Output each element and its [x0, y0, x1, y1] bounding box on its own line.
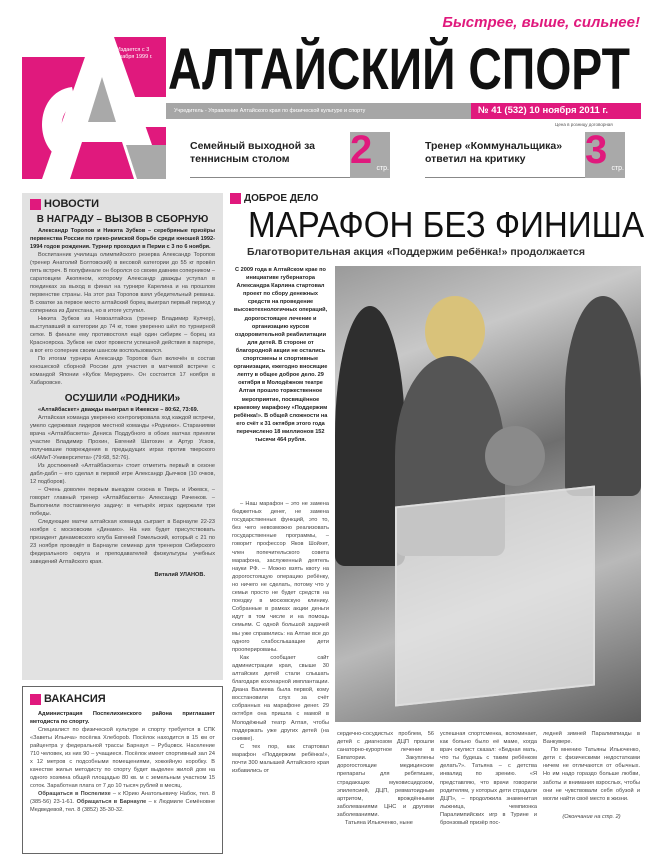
headline: МАРАФОН БЕЗ ФИНИША: [248, 204, 645, 245]
paragraph: ледней зимней Паралимпиады в Ванкувере.: [543, 731, 640, 746]
paragraph: Воспитанник училища олимпийского резерва Александр Торопов (тренер Анатолий Болтовский) в весовой категории до 55 кг провёл пять встреч. В полуфинале он боролся со своим давним соперником – саратовцем Акопяном, которому Александр дважды уступал в поединках за выход в финал на турнире Карелина и на прошлом первенстве страны. На этот раз Торопов взял убедительный реванш. В схватке за первое место алтайский борец выиграл первый период у соперника из Дагестана, но в итоге уступил.: [30, 252, 215, 314]
text-column-1: [232, 500, 329, 775]
text-column-2: [337, 730, 434, 827]
vacancy-box: [22, 686, 223, 854]
page-box: [585, 128, 625, 178]
text-column-3: [440, 730, 537, 827]
paragraph: Никита Зубков из Новоалтайска (тренер Владимир Кулчер), выступавший в категории до 74 кг, тоже уверенно шёл по турнирной сетке. В финале ему противостоял ещё один сибиряк – борец из Красноярска. Зубков не смог провести успешной действия в партере, а вот его соперник своим шансом воспользовался.: [30, 316, 215, 354]
continued-note: (Окончание на стр. 2): [562, 813, 621, 820]
page-suffix: стр.: [376, 165, 389, 172]
main-section-label: [230, 193, 318, 204]
teaser-text: Тренер «Коммунальщика» ответил на критику: [425, 140, 563, 165]
paragraph: Алтайская команда уверенно контролировала ход каждой встречи, умело сдерживая лидеров местной команды «Родники». Стараниями врача «Алтайбаскета» Дениса Поддубного в обоих матчах приняли участие Владимир Прохин, Евгений Шатохин и Артур Усков, получившие повреждения в предыдущих играх против тверского «КАМиТ-Университета» (79:68, 52:76).: [30, 415, 215, 461]
paragraph: Специалист по физической культуре и спорту требуется в СПК «Заветы Ильича» посёлка Хлеборob. Посёлок находится в 15 км от райцентра у федеральной трассы Барнаул – Рубцовск. Население 710 человек, из них 90 – учащиеся. Посёлок имеет спортивный зал 24 х 12 метров с подсобными помещениями, хоккейную коробку. В качестве жилья методисту по спорту будет выделен жилой дом на одного хозяина общей площадью 80 кв. м с земельным участком 15 соток. Заработная плата от 7 до 10 тысяч рублей в месяц.: [30, 727, 215, 789]
page-box: [350, 128, 390, 178]
page-number: 2: [350, 128, 373, 172]
page-number: 3: [585, 128, 608, 172]
section-title: НОВОСТИ: [44, 198, 100, 210]
paragraph: «Алтайбаскет» дважды выиграл в Ижевске – 80:62, 73:69.: [38, 407, 199, 413]
author: Виталий УЛАНОВ.: [154, 572, 205, 578]
section-marker-icon: [230, 193, 241, 204]
paragraph: – Наш марафон – это не замена бюджетных денег, не замена государственных функций, это то, без чего невозможно реализовать государственные программы, – говорит профессор Яков Шойхет, член попечительского совета марафона, заслуженный деятель науки РФ. – Можно взять квоту на дорогостоящую операцию ребёнку, но ничего не сделать, потому что у семьи просто не будет средств на поездку в московскую клинику. Собранные в рамках акции деньги идут в том числе и на помощь семьям. С одной большой задачей мы уже справились: на Алтае все до одного слабослышащие дети прооперированы.: [232, 501, 329, 653]
since-note: Издается с 3 декабря 1999 г.: [113, 47, 153, 60]
newspaper-title: АЛТАЙСКИЙ СПОРТ: [168, 37, 630, 102]
subtitle: Благотворительная акция «Поддержим ребёнка!» продолжается: [247, 246, 585, 258]
section-marker-icon: [30, 199, 41, 210]
article-title: В НАГРАДУ – ВЫЗОВ В СБОРНУЮ: [36, 214, 209, 225]
section-title: ВАКАНСИЯ: [44, 693, 106, 705]
paragraph: Татьяна Ильюченко, ныне: [345, 820, 413, 827]
paragraph: – Очень доволен первым выездом сезона в Тверь и Ижевск, – говорит главный тренер «Алтайбаскета» Александр Раченков. – Выполнили поставленную задачу: в четырёх играх одержали три победы.: [30, 487, 215, 517]
section-marker-icon: [30, 694, 41, 705]
lead-paragraph: С 2009 года в Алтайском крае по инициативе губернатора Александра Карлина стартовал проект по сбору денежных средств на проведение высокотехнологичных операций, дорогостоящее лечение и организацию курсов оздоровительной реабилитации для детей. В стороне от благородной акции не остались спортсмены и спортивные организации, ежегодно вносящие лепту в общее доброе дело. 29 октября в Молодёжном театре Алтая прошло торжественное мероприятие, посвящённое краевому марафону «Поддержим ребёнка!». В общей сложности на его счёт к 31 октября этого года перечислено 18 миллионов 152 тысячи 464 рубля.: [233, 267, 328, 443]
contacts: [30, 790, 215, 814]
teaser-page-2[interactable]: [190, 128, 390, 178]
paragraph: Следующие матчи алтайская команда сыграет в Барнауле 22-23 ноября с московским «Динамо». На них будет присутствовать президент динамовского клуба Евгений Гомельский, который с 21 по 23 ноября проведёт в Барнауле семинар для тренеров Сибирского федерального округа и преподавателей физкультуры учебных заведений Алтайского края.: [30, 519, 215, 565]
paragraph: Из достижений «Алтайбаскета» стоит отметить первый в сезоне дабл-дабл – его сделал в первой игре Александр Дьячков (10 очков, 12 подборов).: [30, 463, 215, 485]
paragraph: С тех пор, как стартовал марафон «Поддержим ребёнка!», почти 300 малышей Алтайского края избавились от: [232, 743, 329, 775]
news-section-label: [30, 198, 215, 210]
issue-number: № 41 (532) 10 ноября 2011 г.: [471, 103, 641, 119]
teaser-page-3[interactable]: [425, 128, 625, 178]
text-column-4: [543, 730, 640, 821]
vacancy-section-label: [30, 693, 215, 705]
teaser-text: Семейный выходной за теннисным столом: [190, 140, 316, 165]
contact-text: – к Юрию Анатольевичу Набок, тел. 8 (385-56) 23-1-61.: [30, 791, 215, 805]
price-note: Цена в розницу договорная: [555, 122, 613, 127]
contact-label: Обращаться в Барнауле: [76, 799, 147, 805]
article-photo: [335, 266, 641, 722]
slogan: Быстрее, выше, сильнее!: [442, 14, 640, 31]
paragraph: Администрация Поспелихинского района приглашает методиста по спорту.: [30, 711, 215, 725]
contact-label: Обращаться в Поспелихе: [38, 791, 111, 797]
news-column: [22, 193, 223, 680]
paragraph: Как сообщает сайт администрации края, свыше 30 алтайских детей стали слышать благодаря кохлеарной имплантации. Диана Валиева была первой, кому восстановили слух за счёт собранных на марафоне денег. 29 октября она пришла с мамой в Молодёжный театр Алтая, чтобы поддержать уже других детей (на снимке).: [232, 654, 329, 742]
page-suffix: стр.: [611, 165, 624, 172]
paragraph: сердечно-сосудистых проблем, 56 детей с диагнозом ДЦП прошли санаторно-курортное лечение в Евпатории. Закуплены дорогостоящие медицинские препараты для ребятишек, страдающих муковисцидозом, эпилепсией, ДЦП, ревматоидным артритом, врождёнными заболеваниями ЦНС и другими заболеваниями.: [337, 731, 434, 818]
paragraph: По мнению Татьяны Ильюченко, дети с физическими недостатками ничем не отличаются от обычных. Но им надо гораздо больше любви, заботы и внимания взрослых, чтобы они не чувствовали себя обузой и могли найти своё место в жизни.: [543, 747, 640, 802]
contact-text: – к Людмиле Семёновне Медведевой, тел. 8 (3852) 35-30-32.: [30, 799, 216, 813]
paragraph: успешная спортсменка, вспоминает, как больно было её маме, когда врач окулист сказал: «Бедная мать, что ты будешь с таким ребёнком делать?». Татьяна – с детства инвалид по зрению. «Я представляю, что врачи говорили родителям, у которых дети страдали ДЦП», – продолжила знаменитая лыжница, чемпионка Паралимпийских игр в Турине и бронзовый призёр пос-: [440, 731, 537, 827]
founder-band: Учредитель - Управление Алтайского края по физической культуре и спорту: [166, 103, 471, 119]
article-title: ОСУШИЛИ «РОДНИКИ»: [64, 393, 181, 404]
paragraph: По итогам турнира Александр Торопов был включён в состав юношеской сборной России для участия в матчевой встрече с командой Японии «Кубок Меркурия». Он состоится 17 ноября в Хабаровске.: [30, 356, 215, 386]
section-title: ДОБРОЕ ДЕЛО: [244, 193, 319, 204]
paragraph: Александр Торопов и Никита Зубков – серебряные призёры первенства России по греко-римской борьбе среди юношей 1992-1994 годов рождения. Турнир проходил в Перми с 3 по 6 ноября.: [30, 228, 215, 250]
